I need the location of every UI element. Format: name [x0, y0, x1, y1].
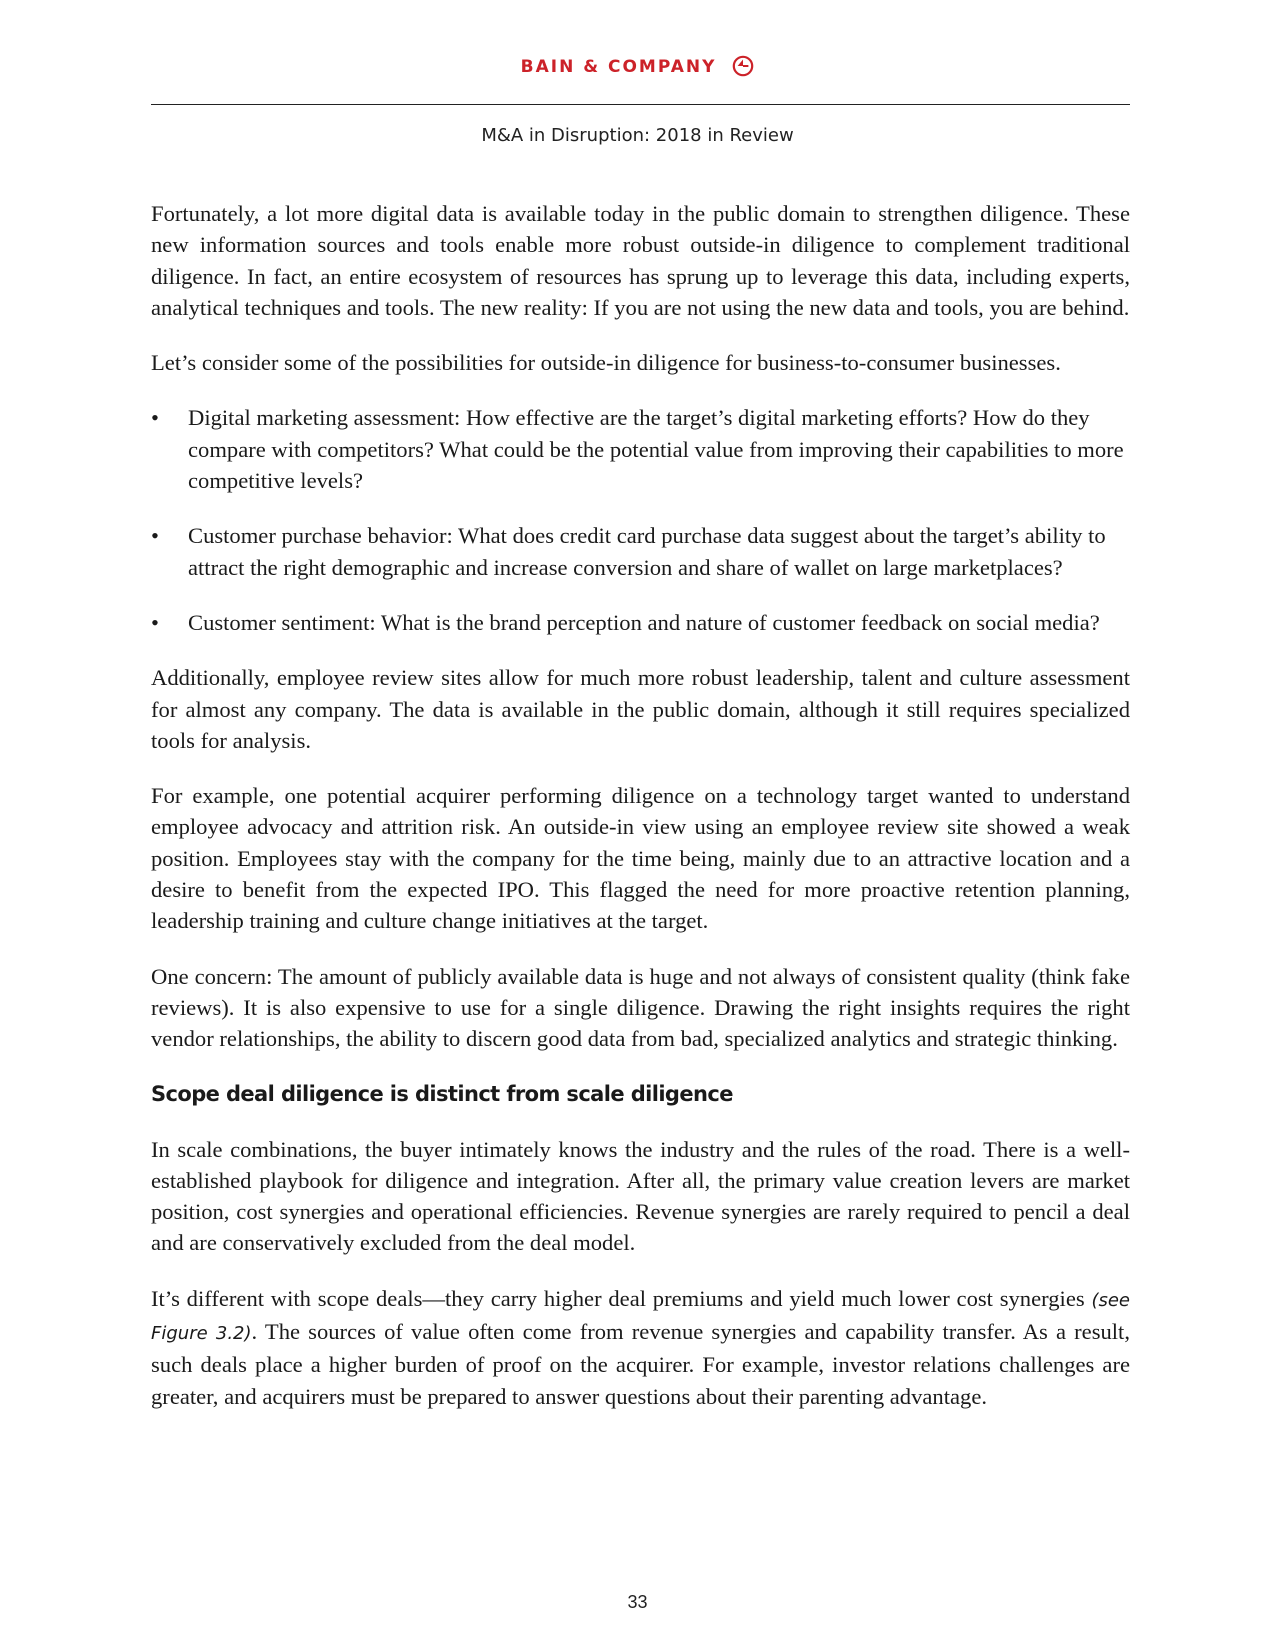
bullet-marker: •	[151, 405, 159, 431]
list-item-text: Digital marketing assessment: How effective are the target’s digital marketing efforts? How do they compare with competitors? What could be the potential value from improving their capabilities to more competitive levels?	[188, 405, 1124, 494]
paragraph-text: It’s different with scope deals—they carry higher deal premiums and yield much lower cost synergies	[151, 1285, 1092, 1311]
paragraph	[151, 1283, 1130, 1412]
list-item	[151, 607, 1130, 638]
article-body	[151, 198, 1130, 1436]
paragraph: For example, one potential acquirer performing diligence on a technology target wanted to understand employee advocacy and attrition risk. An outside-in view using an employee review site showed a weak position. Employees stay with the company for the time being, mainly due to an attractive location and a desire to benefit from the expected IPO. This flagged the need for more proactive retention planning, leadership training and culture change initiatives at the target.	[151, 783, 1130, 934]
bain-logo-icon	[732, 55, 754, 77]
paragraph: Fortunately, a lot more digital data is available today in the public domain to strengthen diligence. These new information sources and tools enable more robust outside-in diligence to complement traditional diligence. In fact, an entire ecosystem of resources has sprung up to leverage this data, including experts, analytical techniques and tools. The new reality: If you are not using the new data and tools, you are behind.	[151, 201, 1130, 320]
list-item	[151, 402, 1130, 496]
figure-reference: (see Figure 3.2)	[151, 1289, 1130, 1345]
paragraph: Additionally, employee review sites allow for much more robust leadership, talent and culture assessment for almost any company. The data is available in the public domain, although it still requires specialized tools for analysis.	[151, 665, 1130, 753]
list-item-text: Customer purchase behavior: What does credit card purchase data suggest about the target’s ability to attract the right demographic and increase conversion and share of wallet on large marketplaces?	[188, 523, 1106, 580]
paragraph: Let’s consider some of the possibilities for outside-in diligence for business-to-consumer businesses.	[151, 350, 1061, 376]
running-title: M&A in Disruption: 2018 in Review	[481, 125, 794, 146]
bullet-marker: •	[151, 523, 159, 549]
bullet-list	[151, 402, 1130, 638]
list-item-text: Customer sentiment: What is the brand perception and nature of customer feedback on social media?	[188, 609, 1100, 635]
brand-header	[0, 55, 1275, 77]
paragraph: One concern: The amount of publicly available data is huge and not always of consistent quality (think fake reviews). It is also expensive to use for a single diligence. Drawing the right insights requires the right vendor relationships, the ability to discern good data from bad, specialized analytics and strategic thinking.	[151, 963, 1130, 1052]
paragraph: In scale combinations, the buyer intimately knows the industry and the rules of the road. There is a well-established playbook for diligence and integration. After all, the primary value creation levers are market position, cost synergies and operational efficiencies. Revenue synergies are rarely required to pencil a deal and are conservatively excluded from the deal model.	[151, 1136, 1130, 1256]
section-heading: Scope deal diligence is distinct from scale diligence	[151, 1081, 733, 1106]
bullet-marker: •	[151, 609, 159, 635]
page-number: 33	[627, 1592, 648, 1612]
paragraph-text: . The sources of value often come from revenue synergies and capability transfer. As a result, such deals place a higher burden of proof on the acquirer. For example, investor relations challenges are greater, and acquirers must be prepared to answer questions about their parenting advantage.	[151, 1319, 1130, 1409]
brand-name: BAIN & COMPANY	[520, 57, 717, 77]
list-item	[151, 520, 1130, 583]
header-divider	[151, 104, 1130, 105]
